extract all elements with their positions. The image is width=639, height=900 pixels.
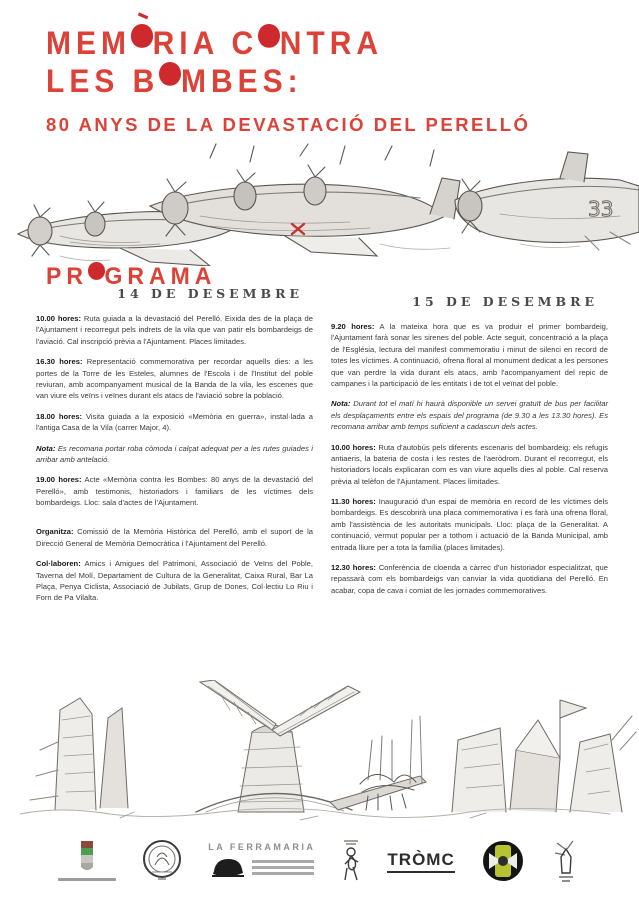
circular-seal-logo xyxy=(142,839,182,883)
seal-icon xyxy=(142,839,182,883)
entry-time-label: 10.00 hores: xyxy=(331,442,376,452)
title-block xyxy=(46,24,530,136)
town-coat-of-arms-logo xyxy=(58,841,116,881)
program-columns xyxy=(36,286,608,613)
entry-time-label: 10.00 hores: xyxy=(36,314,82,323)
note-label: Nota: xyxy=(36,443,56,453)
bomber-planes-illustration xyxy=(0,136,639,266)
day2-date-header: 15 DE DESEMBRE xyxy=(412,294,598,309)
round-badge-logo xyxy=(481,839,525,883)
poster-subtitle: 80 ANYS DE LA DEVASTACIÓ DEL PERELLÓ xyxy=(46,114,531,135)
organizer-label: Organitza: xyxy=(36,527,74,537)
collaborators-label: Col·laboren: xyxy=(36,559,81,569)
program-entry xyxy=(331,321,608,389)
organizer-text: Comissió de la Memòria Històrica del Perelló, amb el suport de la Direcció General de Memòria Democràtica i l'Ajuntament del Perelló. xyxy=(36,527,313,548)
hat-icon xyxy=(210,855,246,881)
footer-logos xyxy=(0,830,639,892)
day1-date-header: 14 DE DESEMBRE xyxy=(117,286,303,301)
note-text: Durant tot el matí hi haurà disponible un servei gratuït de bus per facilitar els desplaçaments entre els espais del programa (de 9.30 a les 13.30 hores). Es recomana arribar amb temps suficient a cadascun dels actes. xyxy=(331,399,608,432)
round-badge-icon xyxy=(481,839,525,883)
entry-text: Visita guiada a la exposició «Memòria en guerra», instal·lada a l'antiga Casa de la Vila (carrer Major, 4). xyxy=(36,411,313,433)
small-emblem-logo xyxy=(551,839,581,883)
entry-text: Inauguració d'un espai de memòria en record de les víctimes dels bombardeigs. Es descobrirà una placa commemorativa i es farà una ofrena floral, amb l'assistència de les autoritats municipals. Lloc: plaça de la Generalitat. A continuació, vermut popular per a tothom i actuació de la Banda Municipal, amb entrada lliure per a tota la família (places limitades). xyxy=(331,497,608,552)
entry-text: Representació commemorativa per recordar aquells dies: a les portes de la Torre de les Esteles, alumnes de l'Escola i de l'Institut del poble reviuran, amb acompanyament musical de la Banda de la vila, les escenes que van viure els veïns i veïnes durant els atacs de l'aviació sobre la població. xyxy=(36,357,313,401)
entry-time-label: 11.30 hores: xyxy=(331,497,376,507)
la-ferramaria-name: LA FERRAMARIA xyxy=(208,841,316,852)
collaborators-block xyxy=(36,558,313,604)
program-entry xyxy=(36,356,313,402)
entry-text: Conferència de cloenda a càrrec d'un historiador especialitzat, que repassarà com els bombardeigs van canviar la vida quotidiana del Perelló. En acabar, copa de cava i comiat de les jornades commemoratives. xyxy=(331,563,608,595)
entry-text: A la mateixa hora que es va produir el primer bombardeig, l'Ajuntament farà sonar les sirenes del poble. Acte seguit, concentració a la plaça de l'Església, lectura del manifest commemoratiu i minut de silenci en record de totes les víctimes. A continuació, ofrena floral al monument dedicat a les persones que van perdre la vida durant els atacs, amb l'acompanyament del repic de campanes i la participació de les entitats i de tot el veïnat del poble. xyxy=(331,322,608,388)
program-note xyxy=(36,443,313,466)
svg-text:33: 33 xyxy=(588,197,614,221)
program-entry xyxy=(36,411,313,434)
entry-time-label: 9.20 hores: xyxy=(331,322,375,331)
collaborators-text: Amics i Amigues del Patrimoni, Associació de Veïns del Poble, Taverna del Molí, Departament de Cultura de la Generalitat, Caixa Rural, Bar La Plaça, Penya Ciclista, Associació de Jubilats, Grup de Dones, Col·lectiu Lo Riu i Forn de Pa Vilalta. xyxy=(36,559,313,603)
entry-time-label: 18.00 hores: xyxy=(36,411,83,421)
note-label: Nota: xyxy=(331,399,351,409)
entry-time-label: 19.00 hores: xyxy=(36,475,82,485)
entry-text: Ruta d'autobús pels diferents escenaris del bombardeig: els refugis antiaeris, la bateria de costa i les restes de l'aeròdrom. Durant el recorregut, els historiadors locals explicaran com es van viure aquells dies al poble. Cal reserva prèvia al telèfon de l'Ajuntament. Places limitades. xyxy=(331,442,608,486)
note-text: Es recomana portar roba còmoda i calçat adequat per a les rutes guiades i arribar amb antelació. xyxy=(36,443,313,464)
logo-caption-bar xyxy=(58,878,116,881)
program-entry xyxy=(36,313,313,347)
logo-text-lines xyxy=(252,860,314,875)
programa-heading: PR GRAMA xyxy=(46,262,217,290)
program-entry xyxy=(331,442,608,488)
entry-text: Ruta guiada a la devastació del Perelló. Eixida des de la plaça de l'Ajuntament i recorregut pels indrets de la vila que van patir els bombardeigs de l'aviació. Cal inscripció prèvia a l'Ajuntament. Places limitades. xyxy=(36,314,313,346)
emblem-icon xyxy=(551,839,581,883)
figure-emblem-logo xyxy=(341,838,361,884)
coat-of-arms-icon xyxy=(77,841,97,875)
poster-title-line2: LES B MBES: xyxy=(46,64,303,100)
la-ferramaria-logo xyxy=(208,842,315,881)
program-entry xyxy=(331,562,608,596)
program-day2-column xyxy=(331,286,608,613)
ruined-village-illustration xyxy=(0,680,639,824)
poster-title-line1: MEM RIA C NTRA xyxy=(46,26,384,62)
entry-time-label: 16.30 hores: xyxy=(36,357,83,367)
program-day1-column xyxy=(36,286,313,613)
entry-time-label: 12.30 hores: xyxy=(331,563,376,573)
program-note xyxy=(331,398,608,432)
program-entry xyxy=(36,474,313,508)
organizer-block xyxy=(36,526,313,549)
figure-icon xyxy=(341,838,361,884)
entry-text: Acte «Memòria contra les Bombes: 80 anys de la devastació del Perelló», amb testimonis, historiadors i familiars de les víctimes dels bombardeigs. Lloc: sala d'actes de l'Ajuntament. xyxy=(36,475,313,508)
program-entry xyxy=(331,496,608,553)
tromc-logo: TRÒMC xyxy=(387,850,454,873)
